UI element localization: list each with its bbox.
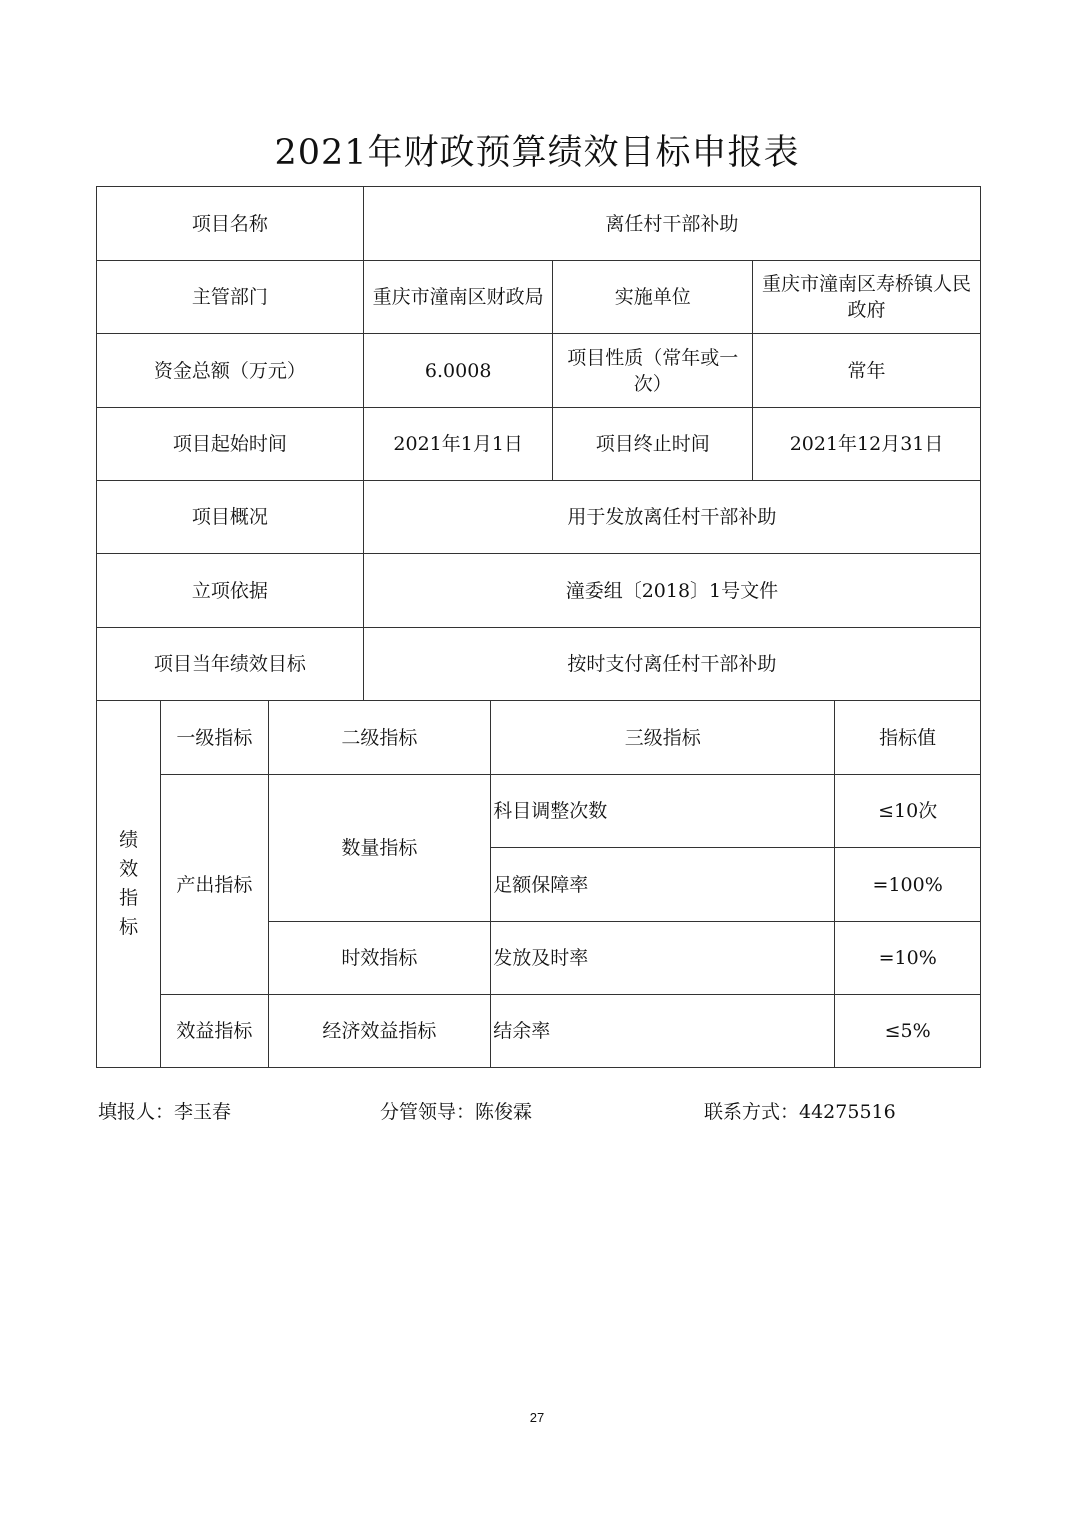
goal-value: 按时支付离任村干部补助 xyxy=(363,628,980,701)
implementing-unit-label: 实施单位 xyxy=(553,261,753,334)
indicator-name: 发放及时率 xyxy=(491,922,835,995)
level3-header: 三级指标 xyxy=(491,701,835,775)
leader-info: 分管领导：陈俊霖 xyxy=(380,1101,533,1123)
overview-value: 用于发放离任村干部补助 xyxy=(363,481,980,554)
indicator-row xyxy=(97,775,981,848)
value-header: 指标值 xyxy=(835,701,981,775)
page-title: 2021年财政预算绩效目标申报表 xyxy=(274,133,800,173)
indicator-row xyxy=(97,995,981,1068)
total-funds-value: 6.0008 xyxy=(363,334,553,408)
basis-label: 立项依据 xyxy=(97,554,364,628)
dates-row xyxy=(97,408,981,481)
indicator-name: 结余率 xyxy=(491,995,835,1068)
basis-value: 潼委组〔2018〕1号文件 xyxy=(363,554,980,628)
end-date-label: 项目终止时间 xyxy=(553,408,753,481)
level1-header: 一级指标 xyxy=(161,701,268,775)
project-nature-value: 常年 xyxy=(753,334,981,408)
project-name-value: 离任村干部补助 xyxy=(363,187,980,261)
overview-row xyxy=(97,481,981,554)
basis-row xyxy=(97,554,981,628)
indicator-value: =100% xyxy=(835,848,981,922)
department-value: 重庆市潼南区财政局 xyxy=(363,261,553,334)
indicator-header-row xyxy=(97,701,981,775)
performance-target-table xyxy=(96,186,981,1068)
indicator-name: 足额保障率 xyxy=(491,848,835,922)
project-nature-label: 项目性质（常年或一次） xyxy=(553,334,753,408)
total-funds-label: 资金总额（万元） xyxy=(97,334,364,408)
output-indicator-label: 产出指标 xyxy=(161,775,268,995)
indicator-value: ≤10次 xyxy=(835,775,981,848)
contact-info: 联系方式：44275516 xyxy=(704,1101,896,1123)
start-date-value: 2021年1月1日 xyxy=(363,408,553,481)
implementing-unit-value: 重庆市潼南区寿桥镇人民政府 xyxy=(753,261,981,334)
end-date-value: 2021年12月31日 xyxy=(753,408,981,481)
goal-label: 项目当年绩效目标 xyxy=(97,628,364,701)
timeliness-indicator-label: 时效指标 xyxy=(268,922,491,995)
indicator-name: 科目调整次数 xyxy=(491,775,835,848)
department-label: 主管部门 xyxy=(97,261,364,334)
funds-row xyxy=(97,334,981,408)
indicator-value: =10% xyxy=(835,922,981,995)
overview-label: 项目概况 xyxy=(97,481,364,554)
indicator-value: ≤5% xyxy=(835,995,981,1068)
department-row xyxy=(97,261,981,334)
quantity-indicator-label: 数量指标 xyxy=(268,775,491,922)
benefit-indicator-label: 效益指标 xyxy=(161,995,268,1068)
page-number: 27 xyxy=(529,1410,545,1425)
project-name-row xyxy=(97,187,981,261)
economic-benefit-indicator-label: 经济效益指标 xyxy=(268,995,491,1068)
filler-info: 填报人：李玉春 xyxy=(98,1101,232,1123)
performance-indicators-label: 绩 效 指 标 xyxy=(97,701,161,1068)
goal-row xyxy=(97,628,981,701)
level2-header: 二级指标 xyxy=(268,701,491,775)
start-date-label: 项目起始时间 xyxy=(97,408,364,481)
project-name-label: 项目名称 xyxy=(97,187,364,261)
